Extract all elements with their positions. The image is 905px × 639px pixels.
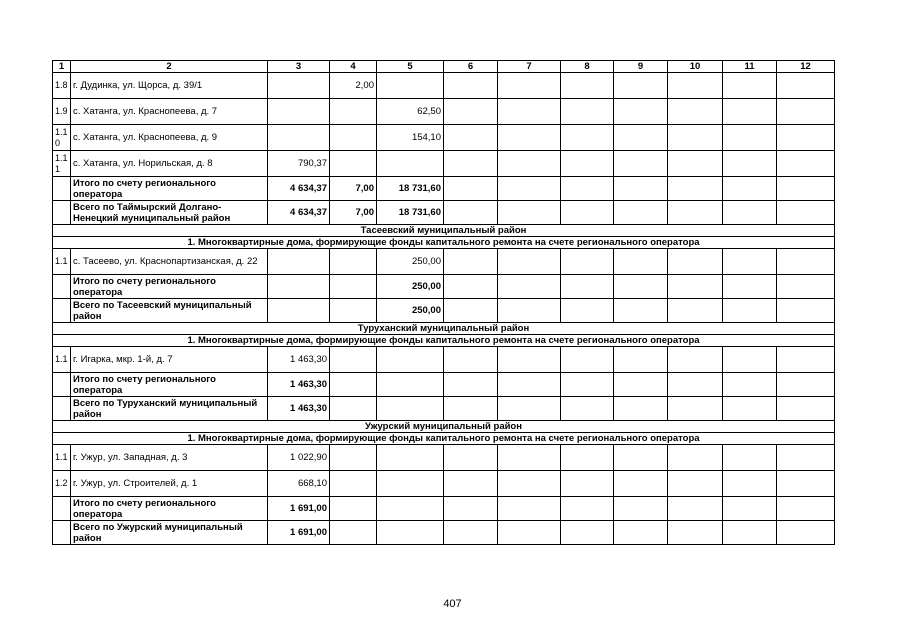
value-cell: 1 463,30	[268, 373, 330, 397]
section-subtitle-row	[53, 237, 835, 249]
row-index: 1.1 0	[53, 125, 71, 151]
value-cell	[268, 249, 330, 275]
column-header: 6	[444, 61, 498, 73]
value-cell: 250,00	[377, 299, 444, 323]
total-row	[53, 299, 835, 323]
address-cell: с. Хатанга, ул. Краснопеева, д. 7	[71, 99, 268, 125]
address-cell: с. Тасеево, ул. Краснопартизанская, д. 22	[71, 249, 268, 275]
value-cell	[268, 125, 330, 151]
value-cell: 250,00	[377, 275, 444, 299]
value-cell	[377, 471, 444, 497]
address-cell: г. Игарка, мкр. 1-й, д. 7	[71, 347, 268, 373]
value-cell	[330, 471, 377, 497]
total-row	[53, 521, 835, 545]
address-cell: г. Ужур, ул. Западная, д. 3	[71, 445, 268, 471]
page-number: 407	[443, 598, 462, 610]
value-cell: 7,00	[330, 177, 377, 201]
value-cell: 18 731,60	[377, 177, 444, 201]
row-index: 1.8	[53, 73, 71, 99]
address-cell: с. Хатанга, ул. Краснопеева, д. 9	[71, 125, 268, 151]
section-title-row	[53, 323, 835, 335]
value-cell: 1 691,00	[268, 521, 330, 545]
value-cell	[377, 497, 444, 521]
value-cell	[377, 73, 444, 99]
value-cell	[330, 397, 377, 421]
row-index: 1.1 1	[53, 151, 71, 177]
value-cell: 154,10	[377, 125, 444, 151]
table-row	[53, 347, 835, 373]
value-cell: 4 634,37	[268, 177, 330, 201]
value-cell: 2,00	[330, 73, 377, 99]
value-cell: 18 731,60	[377, 201, 444, 225]
value-cell: 1 691,00	[268, 497, 330, 521]
value-cell	[377, 445, 444, 471]
total-row	[53, 201, 835, 225]
section-title: Туруханский муниципальный район	[53, 323, 835, 335]
section-title: Тасеевский муниципальный район	[53, 225, 835, 237]
table-row	[53, 249, 835, 275]
section-title-row	[53, 421, 835, 433]
section-subtitle: 1. Многоквартирные дома, формирующие фонды капитального ремонта на счете регионального оператора	[53, 335, 835, 347]
total-label: Всего по Тасеевский муниципальный район	[71, 299, 268, 323]
section-subtitle-row	[53, 433, 835, 445]
data-table	[52, 60, 835, 545]
value-cell	[330, 299, 377, 323]
table-row	[53, 471, 835, 497]
value-cell	[330, 373, 377, 397]
column-header: 3	[268, 61, 330, 73]
value-cell	[377, 151, 444, 177]
subtotal-row	[53, 373, 835, 397]
column-header: 2	[71, 61, 268, 73]
value-cell: 7,00	[330, 201, 377, 225]
column-header: 7	[498, 61, 561, 73]
column-header: 9	[614, 61, 668, 73]
row-index: 1.1	[53, 445, 71, 471]
value-cell: 250,00	[377, 249, 444, 275]
total-label: Всего по Ужурский муниципальный район	[71, 521, 268, 545]
value-cell	[330, 275, 377, 299]
row-index: 1.2	[53, 471, 71, 497]
value-cell	[330, 445, 377, 471]
column-header: 8	[561, 61, 614, 73]
address-cell: г. Дудинка, ул. Щорса, д. 39/1	[71, 73, 268, 99]
table-row	[53, 445, 835, 471]
value-cell: 62,50	[377, 99, 444, 125]
value-cell: 4 634,37	[268, 201, 330, 225]
value-cell	[330, 125, 377, 151]
value-cell: 1 463,30	[268, 397, 330, 421]
subtotal-row	[53, 177, 835, 201]
value-cell	[330, 497, 377, 521]
section-title-row	[53, 225, 835, 237]
total-row	[53, 397, 835, 421]
section-subtitle-row	[53, 335, 835, 347]
value-cell	[330, 521, 377, 545]
column-header: 4	[330, 61, 377, 73]
value-cell	[268, 99, 330, 125]
value-cell	[330, 99, 377, 125]
section-subtitle: 1. Многоквартирные дома, формирующие фонды капитального ремонта на счете регионального оператора	[53, 237, 835, 249]
column-header: 10	[668, 61, 723, 73]
column-header: 1	[53, 61, 71, 73]
total-label: Всего по Таймырский Долгано-Ненецкий муниципальный район	[71, 201, 268, 225]
value-cell	[377, 373, 444, 397]
table-row	[53, 125, 835, 151]
value-cell	[377, 397, 444, 421]
value-cell: 1 463,30	[268, 347, 330, 373]
table-row	[53, 151, 835, 177]
value-cell	[377, 347, 444, 373]
row-index: 1.9	[53, 99, 71, 125]
value-cell	[330, 249, 377, 275]
value-cell: 1 022,90	[268, 445, 330, 471]
row-index: 1.1	[53, 347, 71, 373]
value-cell	[330, 151, 377, 177]
subtotal-row	[53, 497, 835, 521]
column-header: 11	[723, 61, 777, 73]
subtotal-label: Итого по счету регионального оператора	[71, 275, 268, 299]
subtotal-label: Итого по счету регионального оператора	[71, 373, 268, 397]
column-header: 12	[777, 61, 835, 73]
subtotal-label: Итого по счету регионального оператора	[71, 497, 268, 521]
value-cell: 668,10	[268, 471, 330, 497]
section-subtitle: 1. Многоквартирные дома, формирующие фонды капитального ремонта на счете регионального оператора	[53, 433, 835, 445]
section-title: Ужурский муниципальный район	[53, 421, 835, 433]
subtotal-row	[53, 275, 835, 299]
address-cell: г. Ужур, ул. Строителей, д. 1	[71, 471, 268, 497]
table-row	[53, 73, 835, 99]
value-cell: 790,37	[268, 151, 330, 177]
value-cell	[268, 275, 330, 299]
address-cell: с. Хатанга, ул. Норильская, д. 8	[71, 151, 268, 177]
value-cell	[268, 299, 330, 323]
column-header: 5	[377, 61, 444, 73]
subtotal-label: Итого по счету регионального оператора	[71, 177, 268, 201]
value-cell	[330, 347, 377, 373]
value-cell	[377, 521, 444, 545]
total-label: Всего по Туруханский муниципальный район	[71, 397, 268, 421]
table-header-row	[53, 61, 835, 73]
value-cell	[268, 73, 330, 99]
row-index: 1.1	[53, 249, 71, 275]
table-row	[53, 99, 835, 125]
